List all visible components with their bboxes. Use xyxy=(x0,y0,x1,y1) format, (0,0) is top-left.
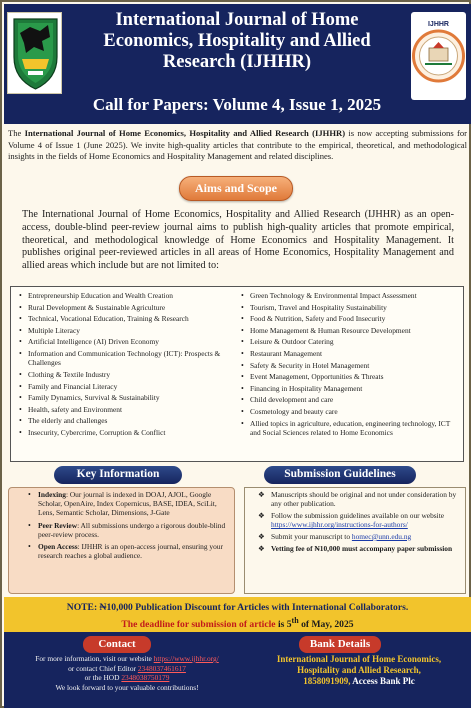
contact-line-4: We look forward to your valuable contributions! xyxy=(55,682,199,692)
key-info-item-peer-review xyxy=(9,521,234,539)
diamond-bullet-icon: ❖ xyxy=(258,543,265,553)
bank-account-name-2: Hospitality and Allied Research, xyxy=(297,665,421,675)
guideline-item xyxy=(245,544,465,553)
bank-account-number: 1858091909, xyxy=(303,676,351,686)
key-info-text: : IJHHR is an open-access journal, ensuring your research reaches a global audience. xyxy=(38,542,223,561)
guideline-item xyxy=(245,490,465,508)
topic-item: • Family and Financial Literacy xyxy=(19,382,227,392)
guideline-text: Manuscripts should be original and not under consideration by any other publication. xyxy=(271,490,457,509)
key-info-label: Peer Review xyxy=(38,520,78,530)
topic-item: • Home Management & Human Resource Development xyxy=(241,326,459,336)
deadline-note xyxy=(4,614,471,631)
topic-item: • Allied topics in agriculture, education, engineering technology, ICT and Social Sciences related to Home Economics xyxy=(241,419,459,438)
hod-phone[interactable]: 2348038750179 xyxy=(121,673,170,683)
call-for-papers-heading: Call for Papers: Volume 4, Issue 1, 2025 xyxy=(92,95,382,114)
topic-item: • Safety & Security in Hotel Management xyxy=(241,361,459,371)
guideline-item xyxy=(245,511,465,529)
aims-and-scope-button: Aims and Scope xyxy=(179,176,293,201)
topic-item: • Entrepreneurship Education and Wealth Creation xyxy=(19,291,227,301)
key-information-box xyxy=(8,487,235,594)
topic-item: • Event Management, Opportunities & Threats xyxy=(241,372,459,382)
contact-line-3 xyxy=(12,673,242,683)
key-info-item-open-access xyxy=(9,542,234,560)
title-line-3: Research (IJHHR) xyxy=(162,52,312,72)
topic-item: • Artificial Intelligence (AI) Driven Economy xyxy=(19,337,227,347)
university-logo xyxy=(7,12,62,94)
deadline-suffix: of May, 2025 xyxy=(298,619,354,631)
submission-guidelines-box xyxy=(244,487,466,594)
bank-name: Access Bank Plc xyxy=(352,676,415,686)
bank-details-heading: Bank Details xyxy=(299,636,381,653)
topic-item: • Rural Development & Sustainable Agriculture xyxy=(19,303,227,313)
journal-logo-text: IJHHR xyxy=(427,21,450,28)
contact-details xyxy=(12,654,242,692)
diamond-bullet-icon: ❖ xyxy=(258,510,265,520)
key-information-heading: Key Information xyxy=(54,466,182,484)
deadline-mid: is 5 xyxy=(275,619,292,631)
topic-item: • Multiple Literacy xyxy=(19,326,227,336)
intro-journal-name: International Journal of Home Economics, Hospitality and Allied Research (IJHHR) xyxy=(24,128,346,138)
discount-note: NOTE: ₦10,000 Publication Discount for Articles with International Collaborators. xyxy=(66,602,409,613)
topic-item: • Cosmetology and beauty care xyxy=(241,407,459,417)
guideline-text: Follow the submission guidelines available on our website xyxy=(271,510,445,520)
bank-account-line xyxy=(252,676,466,687)
journal-logo xyxy=(411,12,466,100)
topic-item: • Green Technology & Environmental Impact Assessment xyxy=(241,291,459,301)
contact-line-3-text: or the HOD xyxy=(84,673,122,683)
key-info-text: : Our journal is indexed in DOAJ, AJOL, Google Scholar, OpenAire, Index Copernicus, BASE, IDEA, SciLit, Lens, Semantic Scholar, Dimensions, J-Gate xyxy=(38,490,217,518)
topic-item: • Family Dynamics, Survival & Sustainability xyxy=(19,393,227,403)
guideline-text: Submit your manuscript to xyxy=(271,531,352,541)
topic-item: • Information and Communication Technology (ICT): Prospects & Challenges xyxy=(19,349,227,368)
key-info-label: Open Access xyxy=(38,542,78,552)
diamond-bullet-icon: ❖ xyxy=(258,531,265,541)
topic-item: • Insecurity, Cybercrime, Corruption & Conflict xyxy=(19,428,227,438)
deadline-sup: th xyxy=(291,616,299,625)
topic-item: • Clothing & Textile Industry xyxy=(19,370,227,380)
guidelines-link[interactable]: https://www.ijhhr.org/instructions-for-authors/ xyxy=(271,520,408,530)
topic-item: • Food & Nutrition, Safety and Food Insecurity xyxy=(241,314,459,324)
contact-heading: Contact xyxy=(83,636,151,653)
topic-item: • Financing in Hospitality Management xyxy=(241,384,459,394)
guideline-item xyxy=(245,532,465,541)
title-line-2: Economics, Hospitality and Allied xyxy=(103,31,371,51)
key-info-label: Indexing xyxy=(38,490,66,499)
intro-prefix: The xyxy=(8,128,25,138)
topics-left-list xyxy=(19,291,227,440)
note-banner xyxy=(4,597,471,632)
contact-line-1 xyxy=(12,654,242,664)
footer xyxy=(4,632,471,708)
contact-line-2-text: or contact Chief Editor xyxy=(68,663,138,673)
aims-paragraph: The International Journal of Home Economics, Hospitality and Allied Research (IJHHR) as an open-access, double-blind peer-review journal aims to publish high-quality articles that promote empirical, theoretical, and methodological knowledge of Home Economics and Hospitality Management. It publishes original peer-reviewed articles in all areas of Home Economics, Hospitality Management and allied areas which include but are not limited to: xyxy=(22,209,454,272)
bank-account-name-1: International Journal of Home Economics, xyxy=(276,654,442,664)
topic-item: • Restaurant Management xyxy=(241,349,459,359)
journal-title xyxy=(68,10,406,73)
topic-item: • Technical, Vocational Education, Training & Research xyxy=(19,314,227,324)
contact-line-2 xyxy=(12,664,242,674)
topic-item: • The elderly and challenges xyxy=(19,416,227,426)
topic-item: • Child development and care xyxy=(241,395,459,405)
deadline-prefix: The deadline for submission of article xyxy=(121,619,276,631)
title-line-1: International Journal of Home xyxy=(115,10,359,30)
website-link[interactable]: https://www.ijhhr.org/ xyxy=(153,654,219,663)
submission-email-link[interactable]: homec@unn.edu.ng xyxy=(351,531,412,541)
intro-paragraph xyxy=(8,128,467,163)
contact-line-1-text: For more information, visit our website xyxy=(35,654,154,663)
vetting-fee-text: Vetting fee of ₦10,000 must accompany paper submission xyxy=(271,543,453,553)
topics-box xyxy=(10,286,464,462)
topics-right-list xyxy=(241,291,459,440)
topic-item: • Health, safety and Environment xyxy=(19,405,227,415)
bank-details xyxy=(252,654,466,687)
key-info-item-indexing xyxy=(9,490,234,518)
chief-editor-phone[interactable]: 2348037461617 xyxy=(137,663,186,673)
submission-guidelines-heading: Submission Guidelines xyxy=(264,466,416,484)
topic-item: • Tourism, Travel and Hospitality Sustainability xyxy=(241,303,459,313)
diamond-bullet-icon: ❖ xyxy=(258,490,265,499)
key-info-text: : All submissions undergo a rigorous double-blind peer-review process. xyxy=(38,520,226,539)
intro-rest: is now accepting submissions for Volume 4 of Issue 1 (June 2025). We invite high-quality articles that contribute to the empirical, theoretical, and methodological insights in the fields of Home Economics and Hospitality Management and related disciplines. xyxy=(8,128,468,161)
topic-item: • Leisure & Outdoor Catering xyxy=(241,337,459,347)
